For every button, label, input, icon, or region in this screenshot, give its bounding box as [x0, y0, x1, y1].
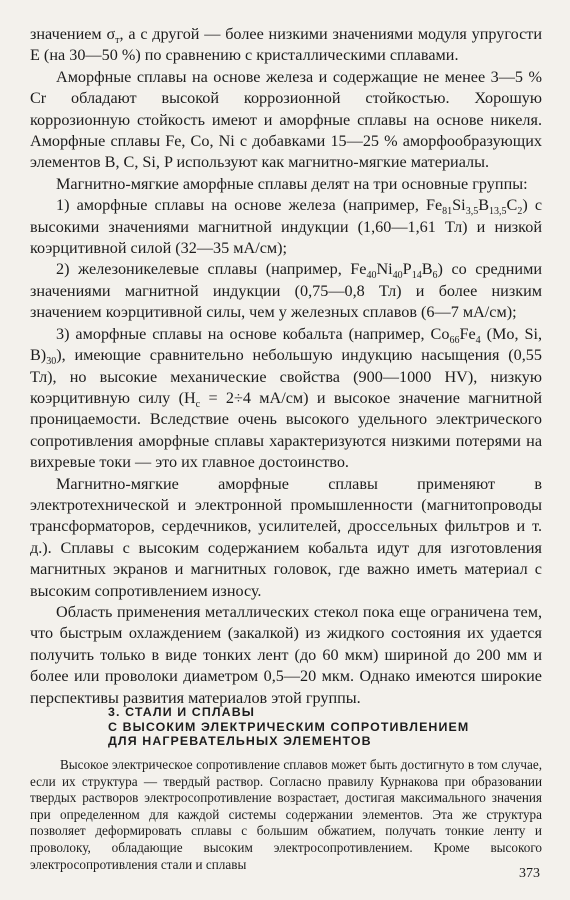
paragraph-1: значением $\sigma_т$, а с другой — более низкими значениями модуля упругости E (на 30—50 %) по сравнению с кристаллическими сплавами.: [30, 25, 542, 65]
main-text-block: [30, 24, 542, 709]
paragraph-metallic-glasses: Область применения металлических стекол пока еще ограничена тем, что быстрым охлаждением (закалкой) из жидкого состояния их удается получить только в виде тонких лент (до 60 мкм) шириной до 200 мм и более или проволоки диаметром 0,5—20 мкм. Однако имеются широкие перспективы развития материалов этой группы.: [30, 602, 542, 707]
list-item-1: 1) аморфные сплавы на основе железа (например, $Fe_{81}Si_{3,5}B_{13,5}C_2$) с высокими значениями магнитной индукции (1,60—1,61 Тл) и низкой коэрцитивной силой (32—35 мА/см);: [30, 196, 543, 258]
small-text-block: [30, 757, 542, 873]
section-heading-line-1: 3. СТАЛИ И СПЛАВЫ: [108, 705, 255, 719]
section-heading-line-2: С ВЫСОКИМ ЭЛЕКТРИЧЕСКИМ СОПРОТИВЛЕНИЕМ: [108, 719, 470, 734]
paragraph-3: Магнитно-мягкие аморфные сплавы делят на три основные группы:: [56, 174, 528, 193]
paragraph-2: Аморфные сплавы на основе железа и содержащие не менее 3—5 % Cr обладают высокой коррозионной стойкостью. Хорошую коррозионную стойкость имеют и аморфные сплавы на основе никеля. Аморфные сплавы Fe, Co, Ni с добавками 15—25 % аморфообразующих элементов B, C, Si, P используют как магнитно-мягкие материалы.: [30, 67, 542, 172]
section-heading: [108, 705, 469, 749]
list-item-2: 2) железоникелевые сплавы (например, $Fe_{40}Ni_{40}P_{14}B_6$) со средними значениями магнитной индукции (0,75—0,8 Тл) и более низким значением коэрцитивной силы, чем у железных сплавов (6—7 мА/см);: [30, 260, 542, 322]
paragraph-applications: Магнитно-мягкие аморфные сплавы применяют в электротехнической и электронной промышленности (магнитопроводы трансформаторов, сердечников, усилителей, дроссельных фильтров и т. д.). Сплавы с высоким содержанием кобальта идут для изготовления магнитных экранов и магнитных головок, где важно иметь материал с высоким сопротивлением износу.: [30, 474, 542, 600]
page-number: 373: [519, 866, 540, 881]
list-item-3: 3) аморфные сплавы на основе кобальта (например, $Co_{66}Fe_4$ (Mo, Si, $B)_{30}$), имеющие сравнительно небольшую индукцию насыщения (0,55 Тл), но высокие механические свойства (900—1000 HV), низкую коэрцитивную силу ($H_c = 2\div 4$ мА/см) и высокое значение магнитной проницаемости. Вследствие очень высокого удельного электрического сопротивления аморфные сплавы характеризуются низкими потерями на вихревые токи — это их главное достоинство.: [30, 324, 542, 472]
small-paragraph: Высокое электрическое сопротивление сплавов может быть достигнуто в том случае, если их структура — твердый раствор. Согласно правилу Курнакова при образовании твердых растворов электросопротивление возрастает, достигая максимального значения при определенном для каждой системы содержании элементов. Эта же структура позволяет деформировать сплавы с большим обжатием, получать тонкие ленту и проволоку, обладающие высоким электросопротивлением. Кроме высокого электросопротивления стали и сплавы: [30, 757, 542, 872]
section-heading-line-3: ДЛЯ НАГРЕВАТЕЛЬНЫХ ЭЛЕМЕНТОВ: [108, 734, 372, 748]
